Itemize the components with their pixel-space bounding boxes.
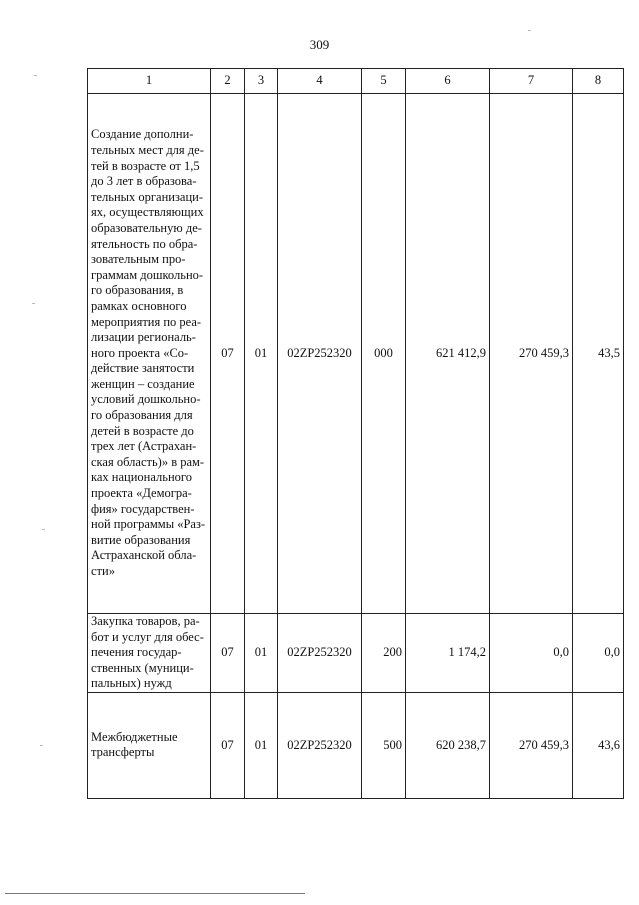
target-article-cell: 02ZP252320 [278,692,362,798]
scan-mark [34,75,37,76]
scan-mark [40,745,43,746]
col7-value-cell: 270 459,3 [490,692,573,798]
col6-value-cell: 1 174,2 [406,614,490,693]
col8-value-cell: 43,6 [573,692,624,798]
target-article-cell: 02ZP252320 [278,614,362,693]
section-cell: 07 [211,614,245,693]
page-number: 309 [309,37,330,52]
header-cell-3: 3 [245,69,278,94]
section-cell: 07 [211,94,245,614]
header-cell-2: 2 [211,69,245,94]
col6-value-cell: 620 238,7 [406,692,490,798]
expense-type-cell: 200 [362,614,406,693]
subsection-cell: 01 [245,94,278,614]
subsection-cell: 01 [245,692,278,798]
budget-table [87,68,624,799]
header-cell-6: 6 [406,69,490,94]
row-name-cell: Создание дополни- тельных мест для де- тей в возрасте от 1,5 до 3 лет в образова- тельных организаци- ях, осуществляющих образовательную де- ятельность по обра- зовательным про- граммам дошкольно- го образования, в рамках основного мероприятия по реа- лизации региональ- ного проекта «Со- действие занятости женщин – создание условий дошкольно- го образования для детей в возрасте до трех лет (Астрахан- ская область)» в рам- ках национального проекта «Демогра- фия» государствен- ной программы «Раз- витие образования Астраханской обла- сти» [88,94,211,614]
row-name-cell: Закупка товаров, ра- бот и услуг для обес- печения государ- ственных (муници- пальных) нужд [88,614,211,693]
col7-value-cell: 0,0 [490,614,573,693]
bottom-rule [5,893,305,894]
scan-mark [42,529,45,530]
expense-type-cell: 500 [362,692,406,798]
scan-mark [32,303,35,304]
expense-type-cell: 000 [362,94,406,614]
header-cell-5: 5 [362,69,406,94]
col6-value-cell: 621 412,9 [406,94,490,614]
header-cell-8: 8 [573,69,624,94]
section-cell: 07 [211,692,245,798]
table-row [88,614,624,693]
header-cell-7: 7 [490,69,573,94]
col8-value-cell: 0,0 [573,614,624,693]
col7-value-cell: 270 459,3 [490,94,573,614]
scan-mark [528,30,531,31]
header-row [88,69,624,94]
row-name-cell: Межбюджетные трансферты [88,692,211,798]
col8-value-cell: 43,5 [573,94,624,614]
subsection-cell: 01 [245,614,278,693]
table-row [88,94,624,614]
table-row [88,692,624,798]
target-article-cell: 02ZP252320 [278,94,362,614]
header-cell-4: 4 [278,69,362,94]
header-cell-1: 1 [88,69,211,94]
